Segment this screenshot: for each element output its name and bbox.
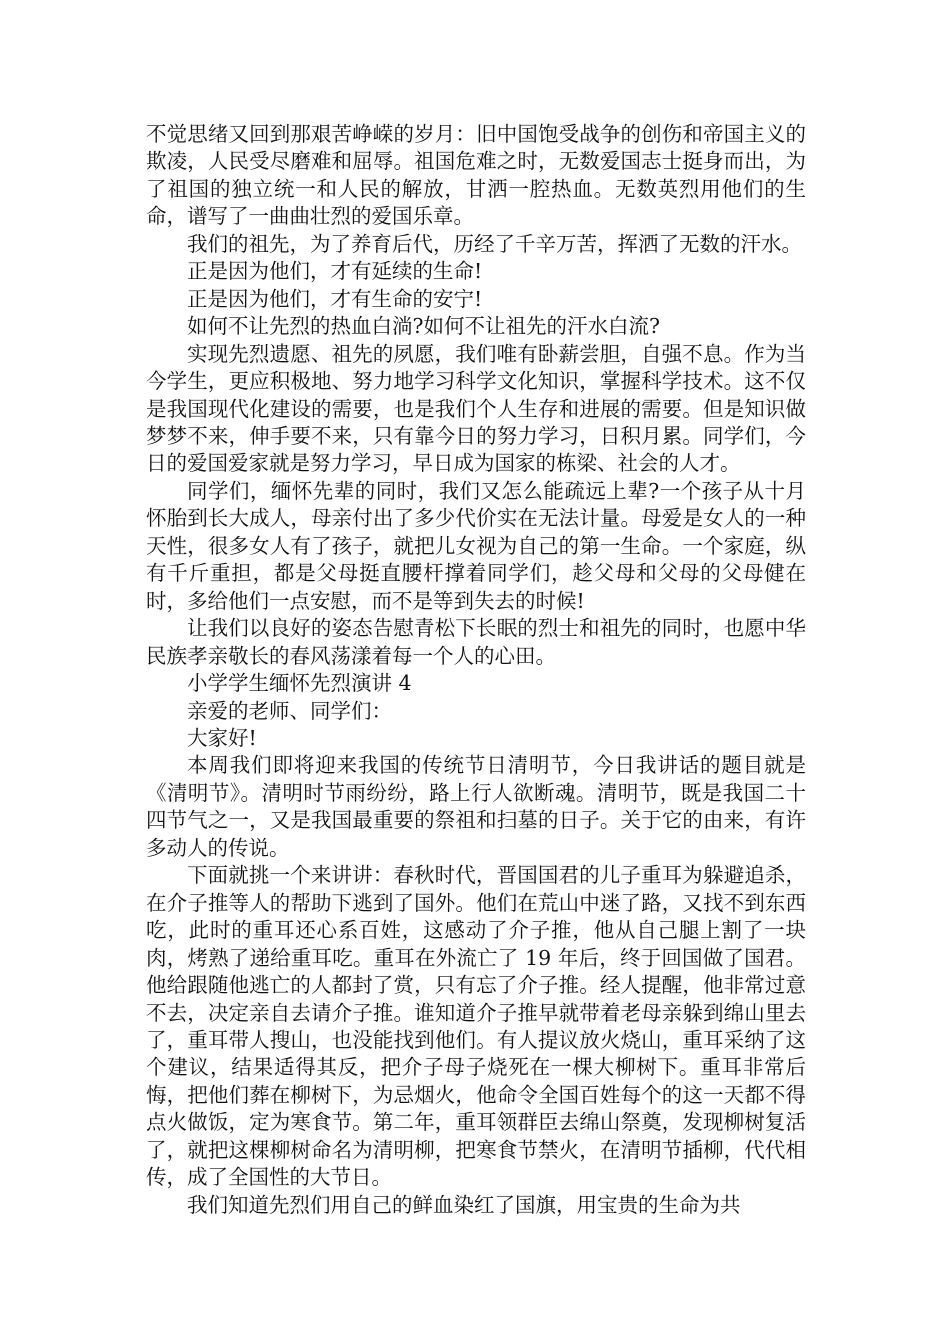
paragraph: 下面就挑一个来讲讲：春秋时代，晋国国君的儿子重耳为躲避追杀，在介子推等人的帮助下逃到了国外。他们在荒山中迷了路，又找不到东西吃，此时的重耳还心系百姓，这感动了介子推，他从自己腿上割了一块肉，烤熟了递给重耳吃。重耳在外流亡了 19 年后，终于回国做了国君。他给跟随他逃亡的人都封了赏，只有忘了介子推。经人提醒，他非常过意不去，决定亲自去请介子推。谁知道介子推早就带着老母亲躲到绵山里去了，重耳带人搜山，也没能找到他们。有人提议放火烧山，重耳采纳了这个建议，结果适得其反，把介子母子烧死在一棵大柳树下。重耳非常后悔，把他们葬在柳树下，为忌烟火，他命令全国百姓每个的这一天都不得点火做饭，定为寒食节。第二年，重耳领群臣去绵山祭奠，发现柳树复活了，就把这棵柳树命名为清明柳，把寒食节禁火，在清明节插柳，代代相传，成了全国性的大节日。 bbox=[146, 863, 806, 1190]
paragraph: 正是因为他们，才有生命的安宁! bbox=[187, 286, 483, 311]
paragraph: 让我们以良好的姿态告慰青松下长眠的烈士和祖先的同时，也愿中华民族孝亲敬长的春风荡漾着每一个人的心田。 bbox=[146, 616, 806, 668]
paragraph: 如何不让先烈的热血白淌?如何不让祖先的汗水白流? bbox=[187, 314, 660, 339]
paragraph: 不觉思绪又回到那艰苦峥嵘的岁月：旧中国饱受战争的创伤和帝国主义的欺凌，人民受尽磨难和屈辱。祖国危难之时，无数爱国志士挺身而出，为了祖国的独立统一和人民的解放，甘洒一腔热血。无数英烈用他们的生命，谱写了一曲曲壮烈的爱国乐章。 bbox=[146, 122, 806, 229]
section-heading: 小学学生缅怀先烈演讲 4 bbox=[187, 671, 412, 696]
paragraph: 本周我们即将迎来我国的传统节日清明节，今日我讲话的题目就是《清明节》。清明时节雨纷纷，路上行人欲断魂。清明节，既是我国二十四节气之一，又是我国最重要的祭祖和扫墓的日子。关于它的由来，有许多动人的传说。 bbox=[146, 753, 806, 860]
paragraph: 我们知道先烈们用自己的鲜血染红了国旗，用宝贵的生命为共 bbox=[187, 1192, 741, 1217]
salutation: 亲爱的老师、同学们： bbox=[187, 698, 392, 723]
paragraph: 同学们，缅怀先辈的同时，我们又怎么能疏远上辈?一个孩子从十月怀胎到长大成人，母亲付出了多少代价实在无法计量。母爱是女人的一种天性，很多女人有了孩子，就把儿女视为自己的第一生命。一个家庭，纵有千斤重担，都是父母挺直腰杆撑着同学们，趁父母和父母的父母健在时，多给他们一点安慰，而不是等到失去的时候! bbox=[146, 478, 806, 613]
paragraph: 我们的祖先，为了养育后代，历经了千辛万苦，挥洒了无数的汗水。 bbox=[187, 231, 802, 256]
paragraph: 正是因为他们，才有延续的生命! bbox=[187, 259, 483, 284]
paragraph: 实现先烈遗愿、祖先的夙愿，我们唯有卧薪尝胆，自强不息。作为当今学生，更应积极地、努力地学习科学文化知识，掌握科学技术。这不仅是我国现代化建设的需要，也是我们个人生存和进展的需要。但是知识做梦梦不来，伸手要不来，只有靠今日的努力学习，日积月累。同学们，今日的爱国爱家就是努力学习，早日成为国家的栋梁、社会的人才。 bbox=[146, 341, 806, 476]
greeting: 大家好! bbox=[187, 725, 257, 750]
document-body bbox=[146, 121, 806, 1219]
